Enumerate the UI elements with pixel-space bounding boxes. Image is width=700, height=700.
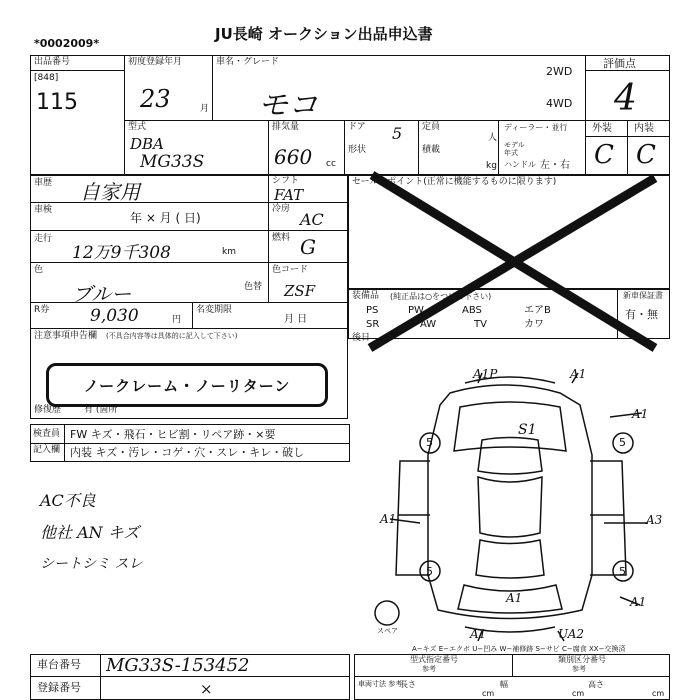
length-label: 長さ <box>400 680 416 689</box>
load-label: 積載 <box>422 145 441 155</box>
fuel-label: 燃料 <box>272 233 291 243</box>
length-cm: cm <box>482 689 495 698</box>
note-2: 他社 AN キズ <box>40 523 140 542</box>
designated-label: 型式指定番号 <box>410 655 458 664</box>
equip-abs: ABS <box>462 305 482 316</box>
rating-label: 評価点 <box>603 57 636 70</box>
mark-a1-left: A1 <box>380 512 397 526</box>
shape-label: 形状 <box>348 145 367 155</box>
lot-label: 出品番号 <box>34 57 71 67</box>
serial-number: *0002009* <box>34 37 100 50</box>
mileage-label: 走行 <box>34 234 53 244</box>
recycle-label: R券 <box>34 305 50 315</box>
height-cm: cm <box>652 689 665 698</box>
lot-sub: [848] <box>34 73 59 83</box>
rating-value: 4 <box>614 78 637 119</box>
inspector-label-1: 検査員 <box>33 429 61 439</box>
inspection-label: 車検 <box>34 205 53 215</box>
car-name-label: 車名・グレード <box>216 57 280 67</box>
history-value: 自家用 <box>80 180 140 204</box>
exterior-label: 外装 <box>592 123 612 134</box>
equip-aw: AW <box>420 319 437 330</box>
equip-ps: PS <box>366 305 379 316</box>
interior-label: 内装 <box>634 123 654 134</box>
door-label: ドア <box>348 122 366 132</box>
model-label: 型式 <box>128 122 147 132</box>
exterior-value: C <box>594 140 614 170</box>
aircon-label: 冷房 <box>272 204 291 214</box>
equipment-label: 装備品 <box>352 291 380 301</box>
width-label: 幅 <box>500 680 508 689</box>
chassis-label: 車台番号 <box>37 658 81 671</box>
person-unit: 人 <box>488 133 498 143</box>
designated-ref: 参考 <box>422 665 436 673</box>
fuel-value: G <box>300 235 316 259</box>
color-code-label: 色コード <box>272 265 309 275</box>
mark-a1-rear-right: A1 <box>630 595 647 609</box>
chassis-value: MG33S-153452 <box>106 655 250 676</box>
damage-legend: A−キズ E−エクボ U−凹み W−補修跡 S−サビ C−腐食 XX−交換済 <box>412 645 626 653</box>
equip-leather: カワ <box>524 319 544 330</box>
shift-value: FAT <box>274 186 304 204</box>
form-title: JU長崎 オークション出品申込書 <box>215 25 433 43</box>
inspector-row-2: 内装 キズ・汚レ・コゲ・穴・スレ・キレ・破し <box>70 446 305 459</box>
aircon-value: AC <box>300 210 324 229</box>
tire-fr: 5 <box>619 436 626 449</box>
dealer-label: ディーラー・並行 <box>504 123 568 132</box>
model-value-2: MG33S <box>140 152 205 172</box>
color-code-value: ZSF <box>284 282 316 300</box>
repair-label: 修復歴 <box>34 405 62 415</box>
mark-a1p: A1P <box>473 367 498 381</box>
color-change-label: 色替 <box>244 282 263 292</box>
handle-label: ハンドル <box>504 160 536 169</box>
cross-out-mark <box>360 170 660 355</box>
door-value: 5 <box>392 124 403 143</box>
sales-point-label: セールスポイント(正常に機能するものに限ります) <box>352 177 557 187</box>
name-change-label: 名変期限 <box>196 305 233 315</box>
mark-s1: S1 <box>518 422 537 438</box>
capacity-label: 定員 <box>422 122 441 132</box>
interior-value: C <box>636 140 656 170</box>
lot-number: 115 <box>36 90 78 115</box>
equip-sr: SR <box>366 319 380 330</box>
equip-tv: TV <box>474 319 487 330</box>
notice-label: 注意事項申告欄 <box>34 331 98 341</box>
handle-value: 左・右 <box>540 160 570 171</box>
yen-unit: 円 <box>172 315 182 325</box>
color-value: ブルー <box>72 282 132 306</box>
equipment-sub: (純正品は○をつけて下さい) <box>390 292 492 301</box>
first-reg-label: 初度登録年月 <box>128 57 183 67</box>
tire-rr: 5 <box>619 565 626 578</box>
mark-a1-top: A1 <box>570 367 587 381</box>
mark-a1-rear: A1 <box>470 627 487 641</box>
equip-airbag: エアB <box>524 305 551 316</box>
note-1: AC不良 <box>40 491 96 510</box>
model-year-label: モデル <box>504 141 525 149</box>
mileage-value: 12万9千308 <box>72 243 171 263</box>
category-label: 類別区分番号 <box>558 655 606 664</box>
displacement-label: 排気量 <box>272 122 300 132</box>
model-value-1: DBA <box>130 135 164 153</box>
first-reg-value: 23 <box>140 85 171 113</box>
tire-rl: 5 <box>426 565 433 578</box>
inspector-label-2: 記入欄 <box>33 445 61 455</box>
rear-label: 後日 <box>352 333 371 343</box>
car-name-value: モコ <box>258 88 318 123</box>
history-label: 車歴 <box>34 178 53 188</box>
mark-a1-bottom: A1 <box>506 591 523 605</box>
km-unit: km <box>222 247 236 257</box>
reg-no-value: × <box>200 680 213 698</box>
size-label: 車両寸法 参考 <box>358 680 403 688</box>
inspector-row-1: FW キズ・飛石・ヒビ割・リペア跡・×要 <box>70 428 276 441</box>
mark-ua2: UA2 <box>558 627 585 641</box>
spare-label: スペア <box>377 627 398 635</box>
displacement-value: 660 <box>274 145 313 169</box>
note-3: シートシミ スレ <box>40 556 143 572</box>
no-claim-stamp: ノークレーム・ノーリターン <box>46 363 328 407</box>
equip-pw: PW <box>408 305 424 316</box>
category-ref: 参考 <box>572 665 586 673</box>
cc-unit: cc <box>326 159 336 169</box>
reg-no-label: 登録番号 <box>37 681 81 694</box>
vehicle-info-frame <box>30 55 670 175</box>
month-unit: 月 <box>200 104 210 114</box>
inspection-value: 年 × 月 ( 日) <box>130 211 201 225</box>
height-label: 高さ <box>588 680 604 689</box>
warranty-value: 有・無 <box>625 308 658 321</box>
warranty-label: 新車保証書 <box>623 291 663 300</box>
kg-unit: kg <box>486 161 497 171</box>
repair-value: 有 (箇所 <box>84 405 118 415</box>
name-change-value: 月 日 <box>284 314 308 325</box>
drive-4wd: 4WD <box>546 97 573 110</box>
color-label: 色 <box>34 265 44 275</box>
shift-label: シフト <box>272 176 300 186</box>
tire-fl: 5 <box>426 436 433 449</box>
recycle-value: 9,030 <box>90 306 139 326</box>
width-cm: cm <box>572 689 585 698</box>
notice-sub: (不具合内容等は具体的に記入して下さい) <box>106 332 238 340</box>
drive-2wd: 2WD <box>546 65 573 78</box>
mark-a1-right: A1 <box>632 407 649 421</box>
mark-a3: A3 <box>646 513 663 527</box>
